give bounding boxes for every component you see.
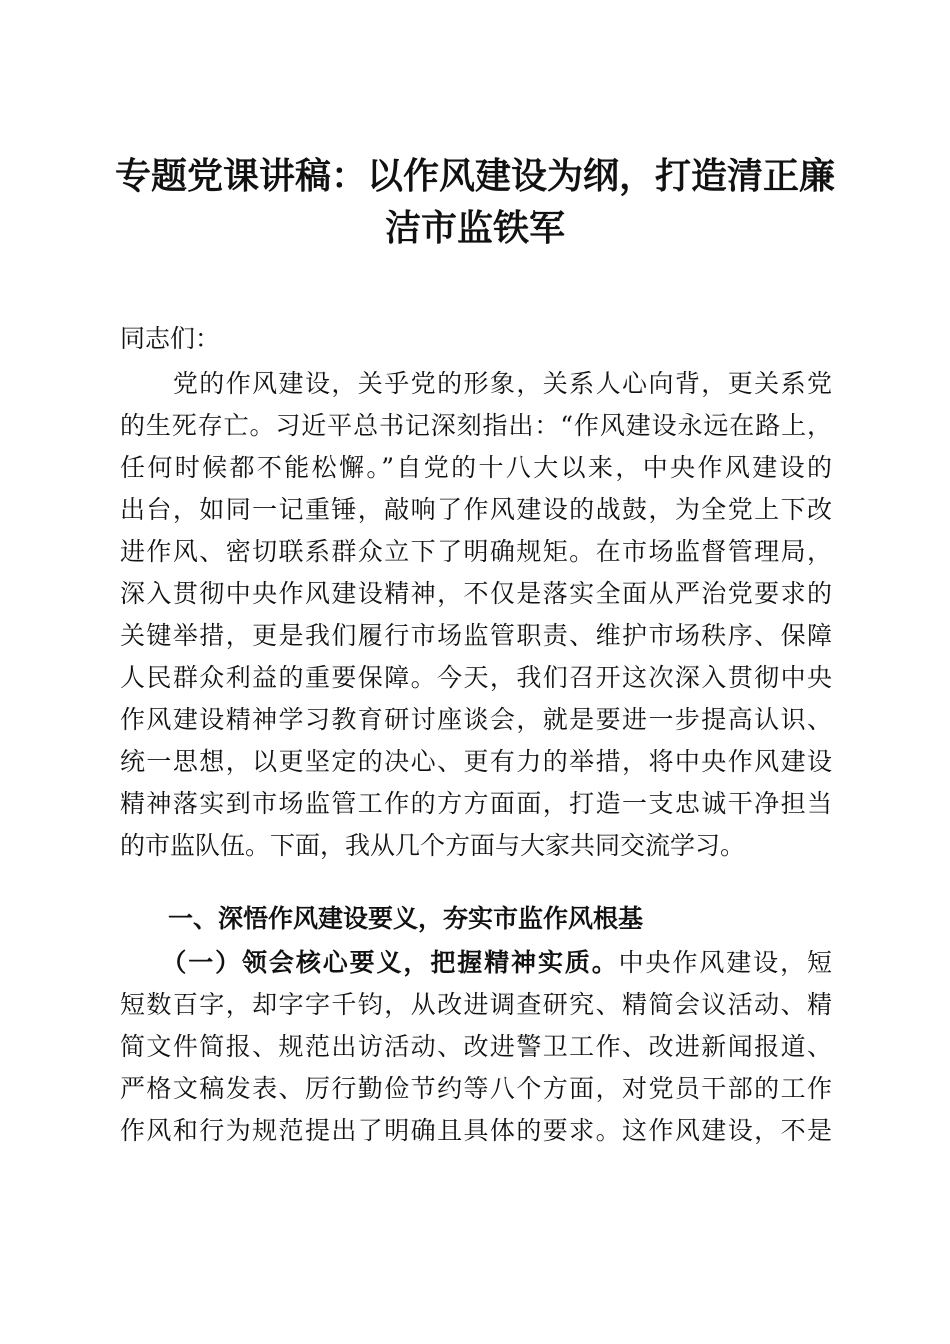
paragraph-1-line: 人民群众利益的重要保障。今天，我们召开这次深入贯彻中央: [120, 663, 832, 692]
title-line-1: 专题党课讲稿：以作风建设为纲，打造清正廉: [114, 155, 835, 197]
paragraph-1-line: 任何时候都不能松懈。”自党的十八大以来，中央作风建设的: [120, 453, 832, 482]
paragraph-1-line: 党的作风建设，关乎党的形象，关系人心向背，更关系党: [120, 369, 832, 398]
paragraph-2-line: 简文件简报、规范出访活动、改进警卫工作、改进新闻报道、: [120, 1032, 832, 1061]
paragraph-2-first-line: [120, 942, 832, 984]
paragraph-1-line: 的生死存亡。习近平总书记深刻指出：“作风建设永远在路上，: [120, 411, 832, 440]
title-line-2: 洁市监铁军: [384, 207, 565, 249]
salutation: 同志们：: [120, 324, 221, 353]
paragraph-1-line: 作风建设精神学习教育研讨座谈会，就是要进一步提高认识、: [120, 705, 832, 734]
paragraph-1-line: 的市监队伍。下面，我从几个方面与大家共同交流学习。: [120, 831, 746, 860]
paragraph-2-first-rest: 中央作风建设，短: [618, 948, 832, 977]
document-title: [100, 150, 850, 254]
section-heading-1: 一、深悟作风建设要义，夯实市监作风根基: [168, 904, 644, 933]
paragraph-1-line: 出台，如同一记重锤，敲响了作风建设的战鼓，为全党上下改: [120, 495, 832, 524]
paragraph-1-line: 关键举措，更是我们履行市场监管职责、维护市场秩序、保障: [120, 621, 832, 650]
paragraph-1-line: 深入贯彻中央作风建设精神，不仅是落实全面从严治党要求的: [120, 579, 832, 608]
paragraph-2-lead: （一）领会核心要义，把握精神实质。: [173, 948, 619, 977]
paragraph-2-line: 作风和行为规范提出了明确且具体的要求。这作风建设，不是: [120, 1116, 832, 1145]
paragraph-1-line: 进作风、密切联系群众立下了明确规矩。在市场监督管理局，: [120, 537, 832, 566]
paragraph-1-line: 精神落实到市场监管工作的方方面面，打造一支忠诚干净担当: [120, 789, 832, 818]
paragraph-1-line: 统一思想，以更坚定的决心、更有力的举措，将中央作风建设: [120, 747, 832, 776]
paragraph-2-line: 短数百字，却字字千钧，从改进调查研究、精简会议活动、精: [120, 990, 832, 1019]
paragraph-2-line: 严格文稿发表、厉行勤俭节约等八个方面，对党员干部的工作: [120, 1074, 832, 1103]
paragraph-1: [120, 363, 832, 867]
paragraph-2: [120, 942, 832, 1152]
